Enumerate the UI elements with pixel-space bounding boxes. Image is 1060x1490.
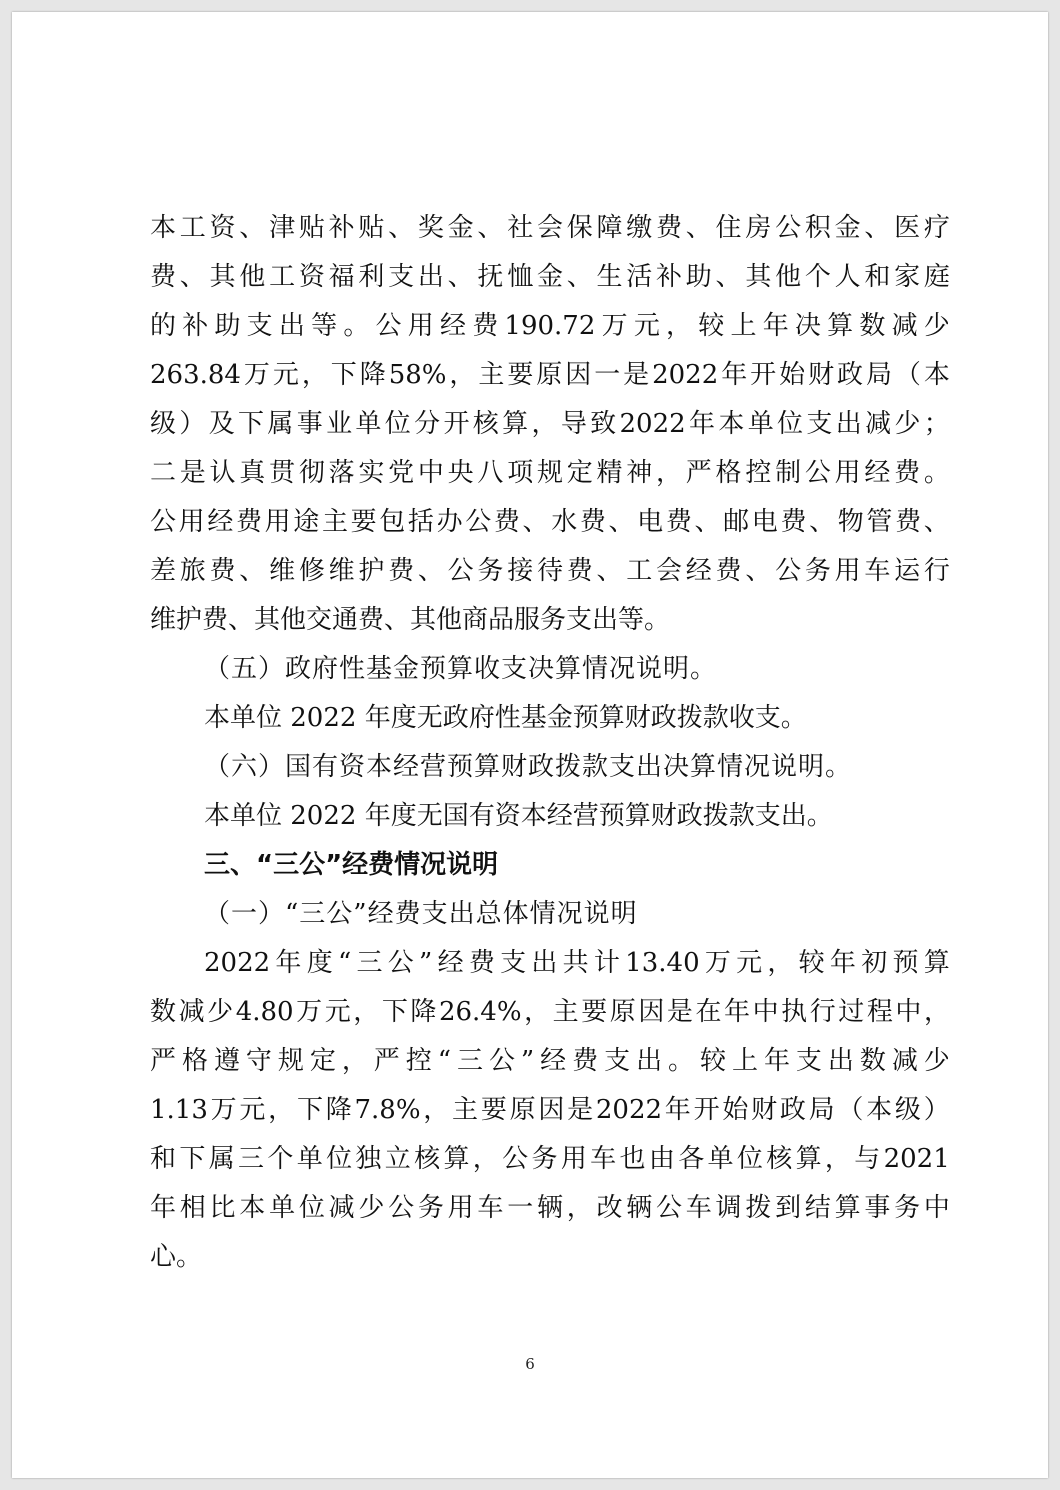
body-line: 本单位 2022 年度无政府性基金预算财政拨款收支。 [204,703,807,733]
body-line: 本 工 资 、 津 贴 补 贴 、 奖 金 、 社 会 保 障 缴 费 、 住 房 公 积 金 、 医 疗 [150,213,950,243]
body-line: 费 、 其 他 工 资 福 利 支 出 、 抚 恤 金 、 生 活 补 助 、 其 他 个 人 和 家 庭 [150,262,950,292]
section-subheading: （五）政府性基金预算收支决算情况说明。 [204,654,718,684]
body-line: 严 格 遵 守 规 定 ， 严 控 “ 三 公 ” 经 费 支 出 。 较 上 年 支 出 数 减 少 [150,1046,950,1076]
document-page [12,12,1048,1478]
body-line: 级 ） 及 下 属 事 业 单 位 分 开 核 算 ， 导 致 2022 年 本 单 位 支 出 减 少 ； [150,409,950,439]
body-line: 的 补 助 支 出 等 。 公 用 经 费 190.72 万 元 ， 较 上 年 决 算 数 减 少 [150,311,950,341]
document-body [150,204,950,1282]
body-line: 维护费、其他交通费、其他商品服务支出等。 [150,605,671,635]
body-line: 二 是 认 真 贯 彻 落 实 党 中 央 八 项 规 定 精 神 ， 严 格 控 制 公 用 经 费 。 [150,458,950,488]
body-line: 公 用 经 费 用 途 主 要 包 括 办 公 费 、 水 费 、 电 费 、 邮 电 费 、 物 管 费 、 [150,507,950,537]
section-subheading: （六）国有资本经营预算财政拨款支出决算情况说明。 [204,752,853,782]
body-line: 263.84 万 元 ， 下 降 58% ， 主 要 原 因 一 是 2022 年 开 始 财 政 局 （ 本 [150,360,950,390]
body-line: 2022 年 度 “ 三 公 ” 经 费 支 出 共 计 13.40 万 元 ， 较 年 初 预 算 [204,948,950,978]
body-line: 年 相 比 本 单 位 减 少 公 务 用 车 一 辆 ， 改 辆 公 车 调 拨 到 结 算 事 务 中 [150,1193,950,1223]
body-line: 差 旅 费 、 维 修 维 护 费 、 公 务 接 待 费 、 工 会 经 费 、 公 务 用 车 运 行 [150,556,950,586]
section-subheading: （一）“三公”经费支出总体情况说明 [204,899,638,929]
body-line: 本单位 2022 年度无国有资本经营预算财政拨款支出。 [204,801,833,831]
section-heading: 三、“三公”经费情况说明 [204,850,499,880]
body-line: 心。 [150,1242,203,1272]
body-line: 和 下 属 三 个 单 位 独 立 核 算 ， 公 务 用 车 也 由 各 单 位 核 算 ， 与 2021 [150,1144,950,1174]
body-line: 数 减 少 4.80 万 元 ， 下 降 26.4% ， 主 要 原 因 是 在 年 中 执 行 过 程 中 ， [150,997,950,1027]
page-number: 6 [525,1355,535,1373]
body-line: 1.13 万 元 ， 下 降 7.8% ， 主 要 原 因 是 2022 年 开 始 财 政 局 （ 本 级 ） [150,1095,950,1125]
